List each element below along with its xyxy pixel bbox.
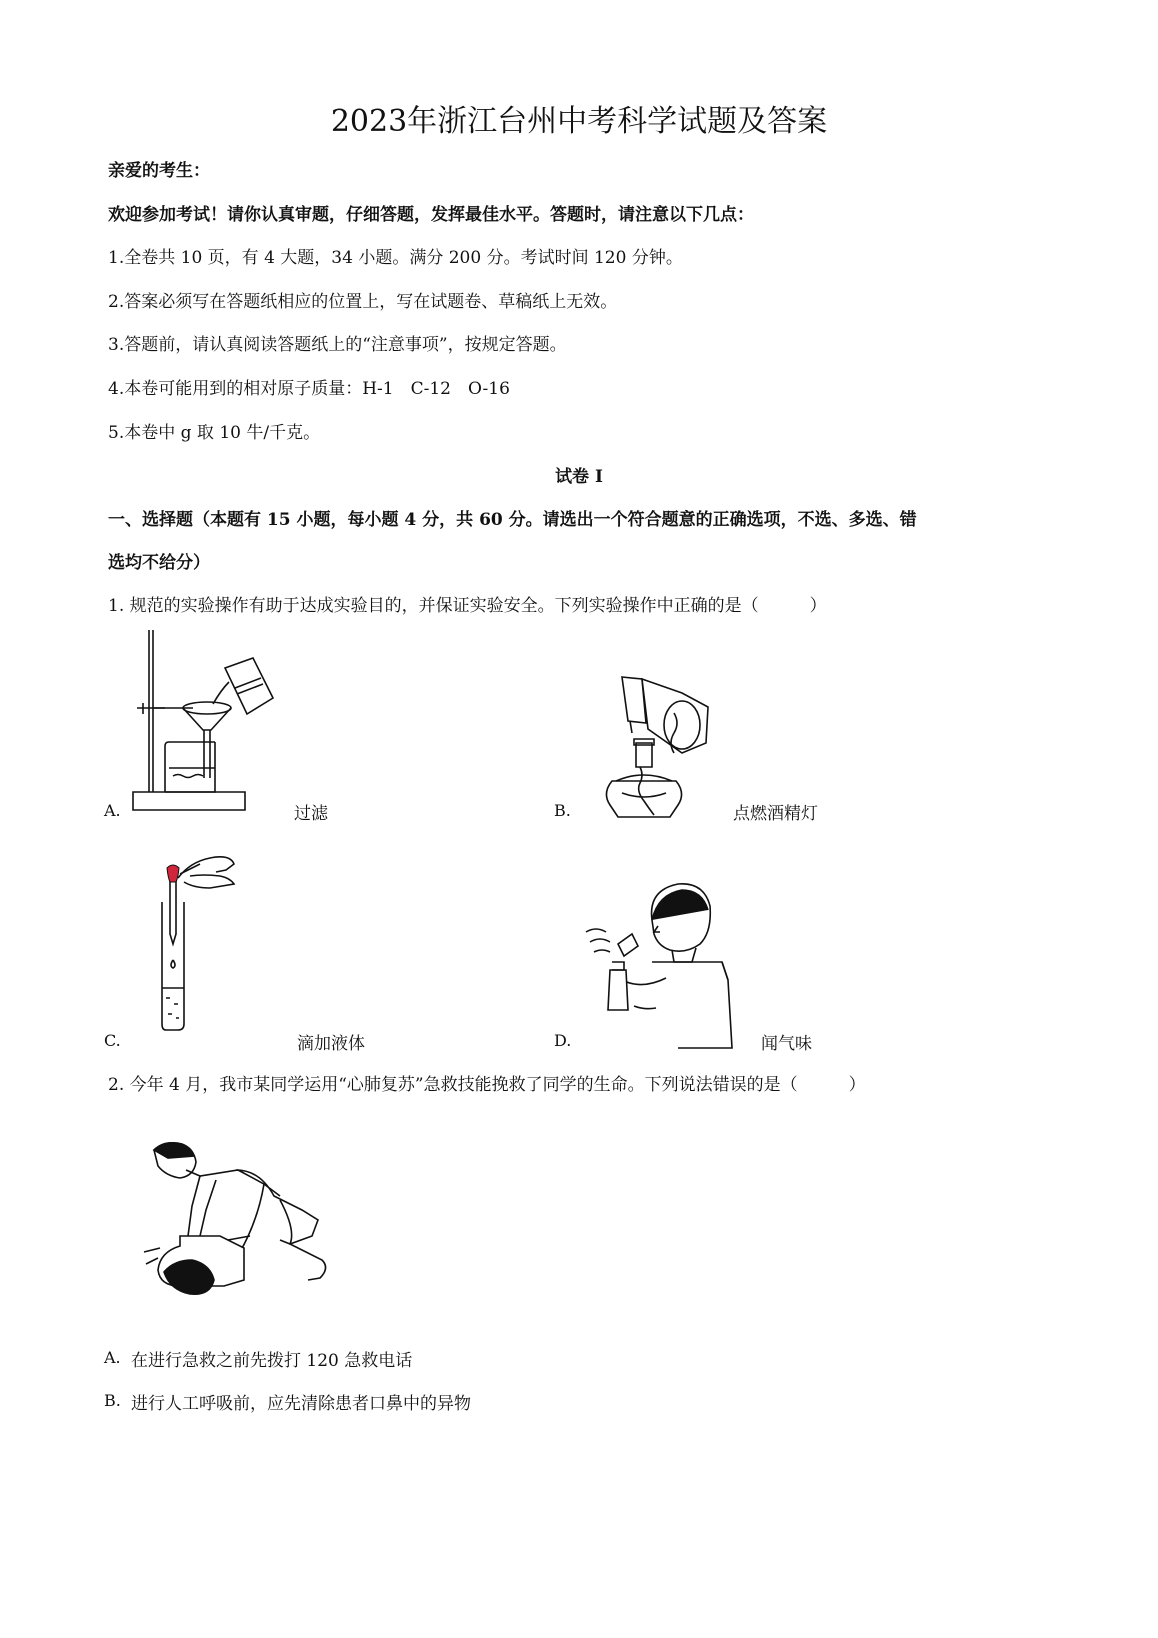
section-heading-1: 一、选择题（本题有 15 小题，每小题 4 分，共 60 分。请选出一个符合题意的正确选项，不选、多选、错 (108, 510, 917, 530)
question-1-stem: 1. 规范的实验操作有助于达成实验目的，并保证实验安全。下列实验操作中正确的是（ ） (108, 596, 827, 616)
greeting: 亲爱的考生： (108, 161, 210, 181)
welcome-text: 欢迎参加考试！请你认真审题，仔细答题，发挥最佳水平。答题时，请注意以下几点： (108, 205, 754, 225)
option-c-caption: 滴加液体 (297, 1034, 365, 1054)
option-b-label: B. (554, 801, 571, 820)
note-1: 1.全卷共 10 页，有 4 大题，34 小题。满分 200 分。考试时间 120 分钟。 (108, 248, 683, 268)
alcohol-lamp-illustration (582, 673, 722, 823)
option-a-label: A. (104, 801, 121, 820)
q2-option-a-label: A. (104, 1348, 121, 1367)
note-4: 4.本卷可能用到的相对原子质量：H-1 C-12 O-16 (108, 379, 510, 399)
option-d-label: D. (554, 1031, 572, 1050)
note-5: 5.本卷中 g 取 10 牛/千克。 (108, 423, 321, 443)
note-3: 3.答题前，请认真阅读答题纸上的“注意事项”，按规定答题。 (108, 335, 567, 355)
paper-label: 试卷 I (555, 467, 603, 487)
cpr-illustration (140, 1140, 335, 1310)
option-b-caption: 点燃酒精灯 (733, 804, 818, 824)
page-title: 2023年浙江台州中考科学试题及答案 (330, 104, 828, 139)
option-c-label: C. (104, 1031, 121, 1050)
smelling-illustration (582, 880, 742, 1050)
q2-option-a-text: 在进行急救之前先拨打 120 急救电话 (131, 1351, 413, 1371)
question-2-stem: 2. 今年 4 月，我市某同学运用“心肺复苏”急救技能挽救了同学的生命。下列说法错误的是（ ） (108, 1075, 866, 1095)
option-a-caption: 过滤 (294, 804, 328, 824)
q2-option-b-text: 进行人工呼吸前，应先清除患者口鼻中的异物 (131, 1394, 471, 1414)
dropper-illustration (150, 848, 250, 1033)
option-d-caption: 闻气味 (761, 1034, 812, 1054)
filtration-illustration (125, 628, 280, 818)
note-2: 2.答案必须写在答题纸相应的位置上，写在试题卷、草稿纸上无效。 (108, 292, 618, 312)
q2-option-b-label: B. (104, 1391, 121, 1410)
section-heading-2: 选均不给分） (108, 553, 210, 573)
